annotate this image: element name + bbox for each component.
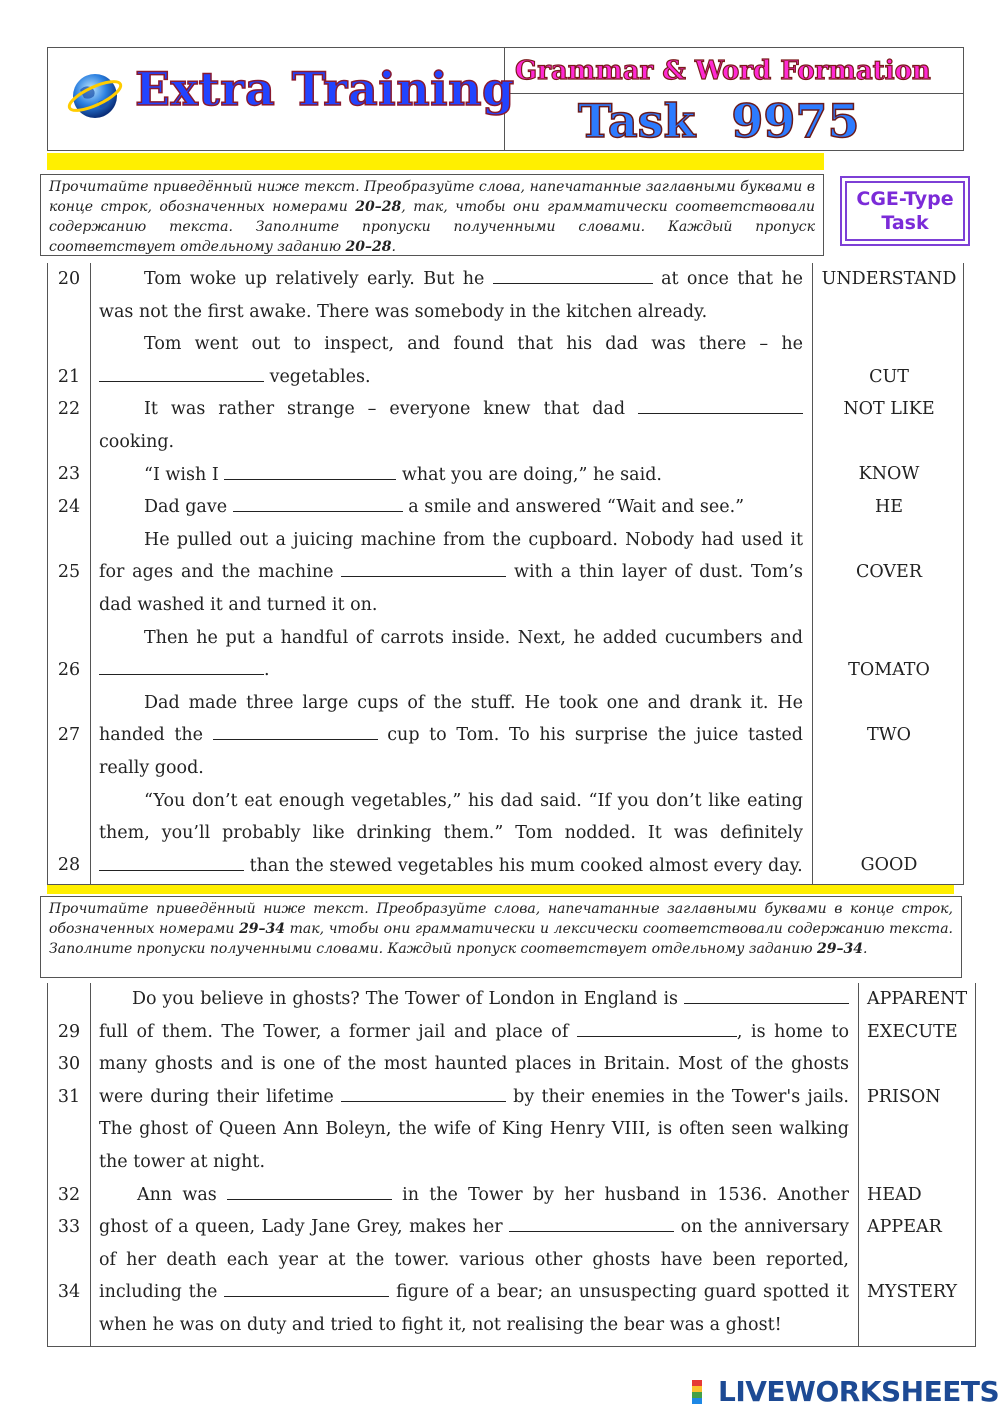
paragraph (99, 785, 803, 883)
instructions-range: 29–34 (817, 941, 864, 957)
instructions-text: , так, чтобы они грамматически соответствовали содержанию текста. Заполните пропуски полученными словами. Каждый пропуск соответствует отдельному заданию (49, 199, 816, 255)
instructions-text: . (391, 239, 396, 255)
item-number: 27 (57, 725, 81, 745)
answer-blank[interactable] (224, 461, 396, 480)
stem-word: PRISON (867, 1087, 941, 1107)
text-span: Dad made three large cups of the stuff. He took one and drank it. He handed the (99, 692, 803, 746)
text-span: Then he put a handful of carrots inside. Next, he added cucumbers and (144, 627, 803, 648)
stem-word: NOT LIKE (843, 399, 935, 419)
answer-blank[interactable] (99, 363, 264, 382)
exercise-table-1 (47, 263, 964, 885)
instructions-range: 29–34 (239, 921, 286, 937)
answer-blank[interactable] (493, 265, 653, 284)
item-number: 28 (57, 855, 81, 875)
answer-blank[interactable] (213, 721, 378, 740)
text-span: Dad gave (144, 497, 233, 518)
paragraph (99, 687, 803, 785)
text-span: , is home to many ghosts and is one of the most haunted places in Britain. Most of the ghosts were during their lifetime (99, 1021, 849, 1107)
text-span: on the anniversary of her death each year at the tower. various other ghosts have been reported, including the (99, 1217, 849, 1303)
paragraph (99, 491, 803, 524)
paragraph (99, 393, 803, 458)
subtitle: Grammar & Word Formation (515, 56, 931, 86)
text-span: Do you believe in ghosts? The Tower of London in England is (132, 989, 684, 1009)
text-span: than the stewed vegetables his mum cooked almost every day. (244, 855, 803, 876)
item-number: 26 (57, 660, 81, 680)
stem-word: APPEAR (867, 1217, 942, 1237)
stem-word: TOMATO (848, 660, 930, 680)
text-span: cooking. (99, 431, 175, 452)
instructions-box (40, 174, 824, 256)
item-number: 25 (57, 562, 81, 582)
logo-text: Extra Training (135, 62, 515, 116)
text-span: Tom went out to inspect, and found that his dad was there – he (144, 334, 803, 355)
item-number: 34 (57, 1282, 81, 1302)
text-span: full of them. The Tower, a former jail and place of (99, 1021, 577, 1042)
answer-blank[interactable] (577, 1018, 737, 1037)
text-span: Ann was (137, 1184, 227, 1205)
task-label: Task (578, 94, 696, 148)
stem-word: TWO (866, 725, 911, 745)
text-span: It was rather strange – everyone knew that dad (144, 399, 638, 420)
badge-line: Task (881, 212, 929, 234)
liveworksheets-brand: LIVEWORKSHEETS (718, 1375, 1000, 1408)
exercise-table-2 (47, 983, 976, 1347)
text-span: a smile and answered “Wait and see.” (402, 497, 745, 518)
badge-line: CGE-Type (856, 188, 954, 210)
liveworksheets-logo (692, 1375, 999, 1408)
stem-word: HEAD (867, 1185, 922, 1205)
paragraph (99, 1179, 849, 1342)
instructions-text: . (863, 941, 868, 957)
answer-blank[interactable] (638, 395, 803, 414)
answer-blank[interactable] (341, 558, 506, 577)
cge-badge-inner (845, 181, 965, 241)
text-span: by their enemies in the Tower's jails. The ghost of Queen Ann Boleyn, the wife of King Henry VIII, is often seen walking the tower at night. (99, 1086, 849, 1172)
column-divider (858, 983, 859, 1346)
task-title (578, 94, 859, 148)
item-number: 32 (57, 1185, 81, 1205)
column-divider (90, 263, 91, 884)
paragraph (99, 263, 803, 328)
exercise-text (99, 263, 803, 882)
text-span: in the Tower by her husband in 1536. Another ghost of a queen, Lady Jane Grey, makes her (99, 1184, 850, 1238)
column-divider (90, 983, 91, 1346)
paragraph (99, 983, 849, 1179)
answer-blank[interactable] (341, 1083, 506, 1102)
item-number: 21 (57, 367, 81, 387)
instructions-range: 20–28 (345, 239, 392, 255)
answer-blank[interactable] (233, 493, 403, 512)
instructions-text: так, чтобы они грамматически и лексически соответствовали содержанию текста. Заполните пропуски полученными словами. Каждый пропуск соответствует отдельному заданию (49, 921, 953, 957)
stem-word: COVER (855, 562, 923, 582)
liveworksheets-icon (692, 1380, 714, 1404)
item-number: 31 (57, 1087, 81, 1107)
answer-blank[interactable] (99, 656, 264, 675)
text-span: at once that he was not the first awake. There was somebody in the kitchen already. (99, 269, 804, 322)
text-span: vegetables. (264, 366, 371, 387)
stem-word: UNDERSTAND (821, 269, 957, 289)
text-span: figure of a bear; an unsuspecting guard spotted it when he was on duty and tried to fight it, not realising the bear was a ghost! (99, 1282, 849, 1335)
item-number: 29 (57, 1022, 81, 1042)
answer-blank[interactable] (227, 1181, 392, 1200)
paragraph (99, 459, 803, 492)
cge-badge (840, 176, 970, 246)
text-span: “You don’t eat enough vegetables,” his dad said. “If you don’t like eating them, you’ll probably like drinking them.” Tom nodded. It was definitely (99, 790, 803, 844)
text-span: . (264, 660, 270, 681)
instructions-text: Прочитайте приведённый ниже текст. Преобразуйте слова, напечатанные заглавными буквами в конце строк, обозначенных номерами (49, 179, 815, 215)
text-span: with a thin layer of dust. Tom’s dad washed it and turned it on. (99, 562, 803, 615)
paragraph (99, 622, 803, 687)
text-span: cup to Tom. To his surprise the juice tasted really good. (99, 725, 803, 778)
stem-word: HE (874, 497, 904, 517)
task-number: 9975 (731, 94, 860, 148)
text-span: Tom woke up relatively early. But he (144, 269, 493, 289)
item-number: 22 (57, 399, 81, 419)
stem-word: MYSTERY (867, 1282, 958, 1302)
stem-word: EXECUTE (867, 1022, 958, 1042)
exercise-text (99, 983, 849, 1342)
answer-blank[interactable] (509, 1213, 674, 1232)
answer-blank[interactable] (684, 985, 849, 1004)
stem-word: KNOW (858, 464, 920, 484)
instructions-box (40, 896, 962, 978)
text-span: “I wish I (144, 464, 225, 485)
stem-word: GOOD (860, 855, 918, 875)
paragraph (99, 328, 803, 393)
item-number: 23 (57, 464, 81, 484)
stem-word: CUT (869, 367, 909, 387)
instructions-range: 20–28 (355, 199, 402, 215)
item-number: 33 (57, 1217, 81, 1237)
yellow-bar (47, 885, 954, 894)
header-box (47, 47, 964, 151)
paragraph (99, 524, 803, 622)
stem-word: APPARENT (867, 989, 968, 1009)
answer-blank[interactable] (224, 1278, 389, 1297)
text-span: what you are doing,” he said. (396, 464, 662, 485)
instructions-text: Прочитайте приведённый ниже текст. Преобразуйте слова, напечатанные заглавными буквами в конце строк, обозначенных номерами (49, 901, 953, 937)
yellow-bar (47, 153, 824, 170)
text-span: He pulled out a juicing machine from the cupboard. Nobody had used it for ages and the machine (99, 529, 803, 583)
globe-icon (66, 66, 124, 124)
item-number: 20 (57, 269, 81, 289)
item-number: 30 (57, 1054, 81, 1074)
answer-blank[interactable] (99, 852, 244, 871)
item-number: 24 (57, 497, 81, 517)
